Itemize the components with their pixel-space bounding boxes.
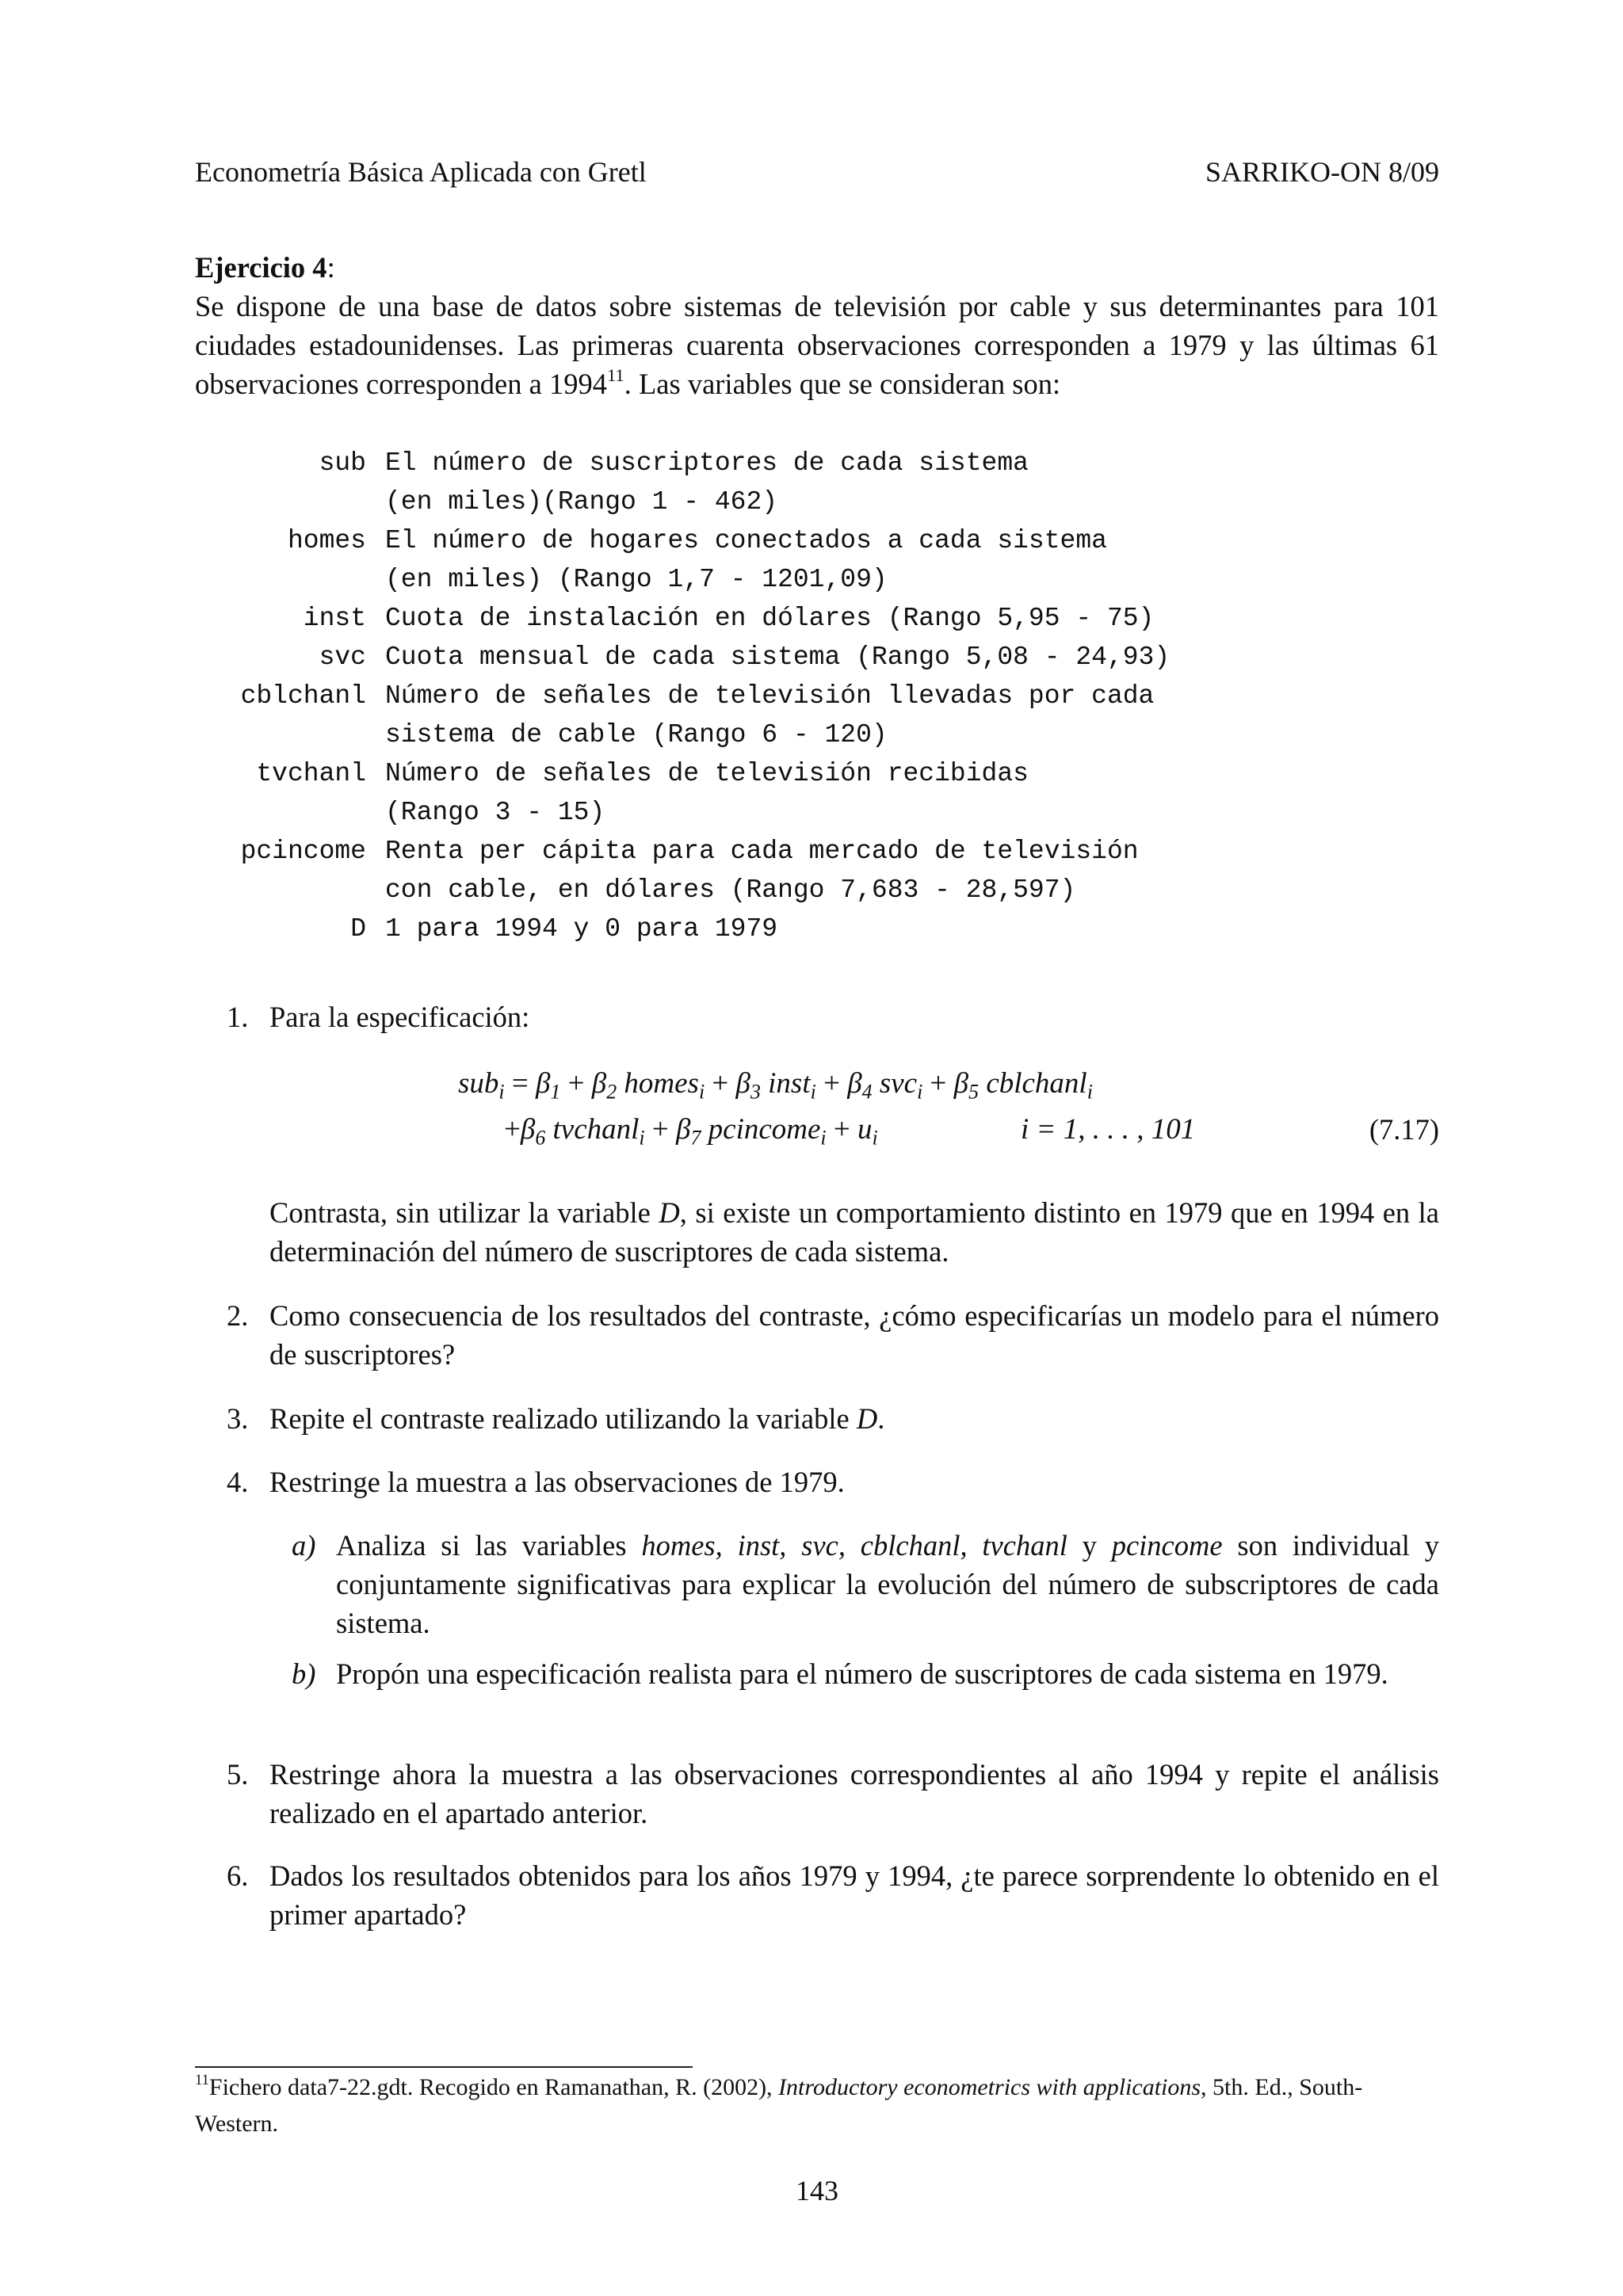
- item-text: Como consecuencia de los resultados del contraste, ¿cómo especificarías un modelo para el número de suscriptores?: [269, 1299, 1439, 1371]
- variable-symbol: D: [856, 1402, 878, 1435]
- page-number: 143: [796, 2175, 838, 2206]
- equation-number: (7.17): [1369, 1113, 1439, 1146]
- exercise-title: [195, 250, 335, 284]
- text-segment: Analiza si las variables: [336, 1529, 642, 1562]
- equation-index-range: i = 1, . . . , 101: [1021, 1113, 1196, 1146]
- variable-symbol: pcincome: [1111, 1529, 1223, 1562]
- sub-item-label: a): [292, 1529, 316, 1562]
- variable-row: [195, 444, 1439, 521]
- variable-row: [195, 910, 1439, 948]
- footnote-book-title: Introductory econometrics with applications: [778, 2074, 1201, 2100]
- footnote: [195, 2071, 1439, 2141]
- intro-text-1: Se dispone de una base de datos sobre sistemas de televisión por cable y sus determinantes para 101 ciudades estadounidenses. Las primeras cuarenta observaciones corresponden a 1979 y las últimas 61 observaciones corresponden a 1994: [195, 290, 1439, 400]
- item-text: [269, 1399, 1439, 1438]
- sub-item-label: b): [292, 1657, 316, 1690]
- variable-name: pcincome: [240, 837, 366, 866]
- text-segment: .: [877, 1402, 885, 1435]
- footnote-text: Fichero data7-22.gdt. Recogido en Ramanathan, R. (2002),: [208, 2074, 779, 2100]
- variable-symbols: homes, inst, svc, cblchanl, tvchanl: [641, 1529, 1067, 1562]
- variable-row: [195, 754, 1439, 832]
- variable-row: [195, 521, 1439, 599]
- item-number: 6.: [227, 1859, 249, 1892]
- intro-text-2: . Las variables que se consideran son:: [624, 368, 1061, 400]
- exercise-title-bold: Ejercicio 4: [195, 251, 327, 284]
- sub-item-text: Propón una especificación realista para el número de suscriptores de cada sistema en 1979.: [336, 1657, 1388, 1690]
- variable-name: sub: [319, 448, 366, 478]
- footnote-text: , 5th. Ed., South-Western.: [195, 2074, 1363, 2137]
- variable-name: D: [350, 914, 366, 944]
- variable-description: Número de señales de televisión llevadas por cada sistema de cable (Rango 6 - 120): [385, 681, 1155, 749]
- variable-name: homes: [287, 526, 366, 555]
- item-number: 5.: [227, 1758, 249, 1791]
- footnote-divider: [195, 2066, 693, 2068]
- item-number: 1.: [227, 1001, 249, 1033]
- variable-description: Cuota mensual de cada sistema (Rango 5,08 - 24,93): [385, 643, 1170, 672]
- footnote-mark: 11: [195, 2071, 209, 2088]
- page: [195, 0, 1439, 2296]
- item-text: Para la especificación:: [269, 1001, 530, 1033]
- equation-line-1: $sub_i = \beta_1 + \beta_2$ homes$_i$ + $\beta_3$ inst$_i$ + $\beta_4$ $svc_i + \beta_5$ cblchanl$_i$: [458, 1067, 1093, 1104]
- text-segment: y: [1067, 1529, 1112, 1562]
- text-segment: son individual y conjuntamente significativas para explicar la evolución del número de subscriptores de cada sistema.: [336, 1529, 1439, 1639]
- text-segment: Contrasta, sin utilizar la variable: [269, 1196, 659, 1229]
- variable-name: cblchanl: [240, 681, 366, 711]
- header-book-title: Econometría Básica Aplicada con Gretl: [195, 156, 647, 188]
- variable-description: Renta per cápita para cada mercado de televisión con cable, en dólares (Rango 7,683 - 28,597): [385, 837, 1139, 905]
- text-segment: Repite el contraste realizado utilizando la variable: [269, 1402, 857, 1435]
- variable-description: Cuota de instalación en dólares (Rango 5,95 - 75): [385, 604, 1155, 633]
- item-text: Restringe ahora la muestra a las observaciones correspondientes al año 1994 y repite el análisis realizado en el apartado anterior.: [269, 1758, 1439, 1829]
- variable-name: tvchanl: [256, 759, 366, 788]
- variable-row: [195, 599, 1439, 638]
- header-series: SARRIKO-ON 8/09: [1205, 156, 1439, 188]
- variable-name: svc: [319, 643, 366, 672]
- item-text: Restringe la muestra a las observaciones de 1979.: [269, 1466, 845, 1498]
- variable-description: El número de suscriptores de cada sistema (en miles)(Rango 1 - 462): [385, 448, 1029, 517]
- sub-item-text: [336, 1526, 1439, 1642]
- variable-description: Número de señales de televisión recibidas (Rango 3 - 15): [385, 759, 1029, 827]
- footnote-ref[interactable]: 11: [606, 365, 624, 386]
- item-number: 3.: [227, 1402, 249, 1435]
- variable-row: [195, 638, 1439, 677]
- equation-line-2: $+\beta_6$ tvchanl$_i$ + $\beta_7$ pcincome$_i$ + $u_i$: [504, 1113, 878, 1150]
- exercise-title-colon: :: [327, 251, 335, 284]
- variable-row: [195, 832, 1439, 910]
- item-text: [269, 1193, 1439, 1271]
- item-number: 2.: [227, 1299, 249, 1332]
- variable-description: 1 para 1994 y 0 para 1979: [385, 914, 778, 944]
- exercise-intro: [195, 287, 1439, 407]
- text-segment: , si existe un comportamiento distinto en 1979 que en 1994 en la determinación del número de suscriptores de cada sistema.: [269, 1196, 1439, 1268]
- variable-description: El número de hogares conectados a cada sistema (en miles) (Rango 1,7 - 1201,09): [385, 526, 1107, 594]
- item-number: 4.: [227, 1466, 249, 1498]
- variable-symbol: D: [659, 1196, 680, 1229]
- item-text: Dados los resultados obtenidos para los años 1979 y 1994, ¿te parece sorprendente lo obtenido en el primer apartado?: [269, 1859, 1439, 1931]
- variable-name: inst: [303, 604, 366, 633]
- variable-row: [195, 677, 1439, 754]
- variable-list: [195, 444, 1439, 948]
